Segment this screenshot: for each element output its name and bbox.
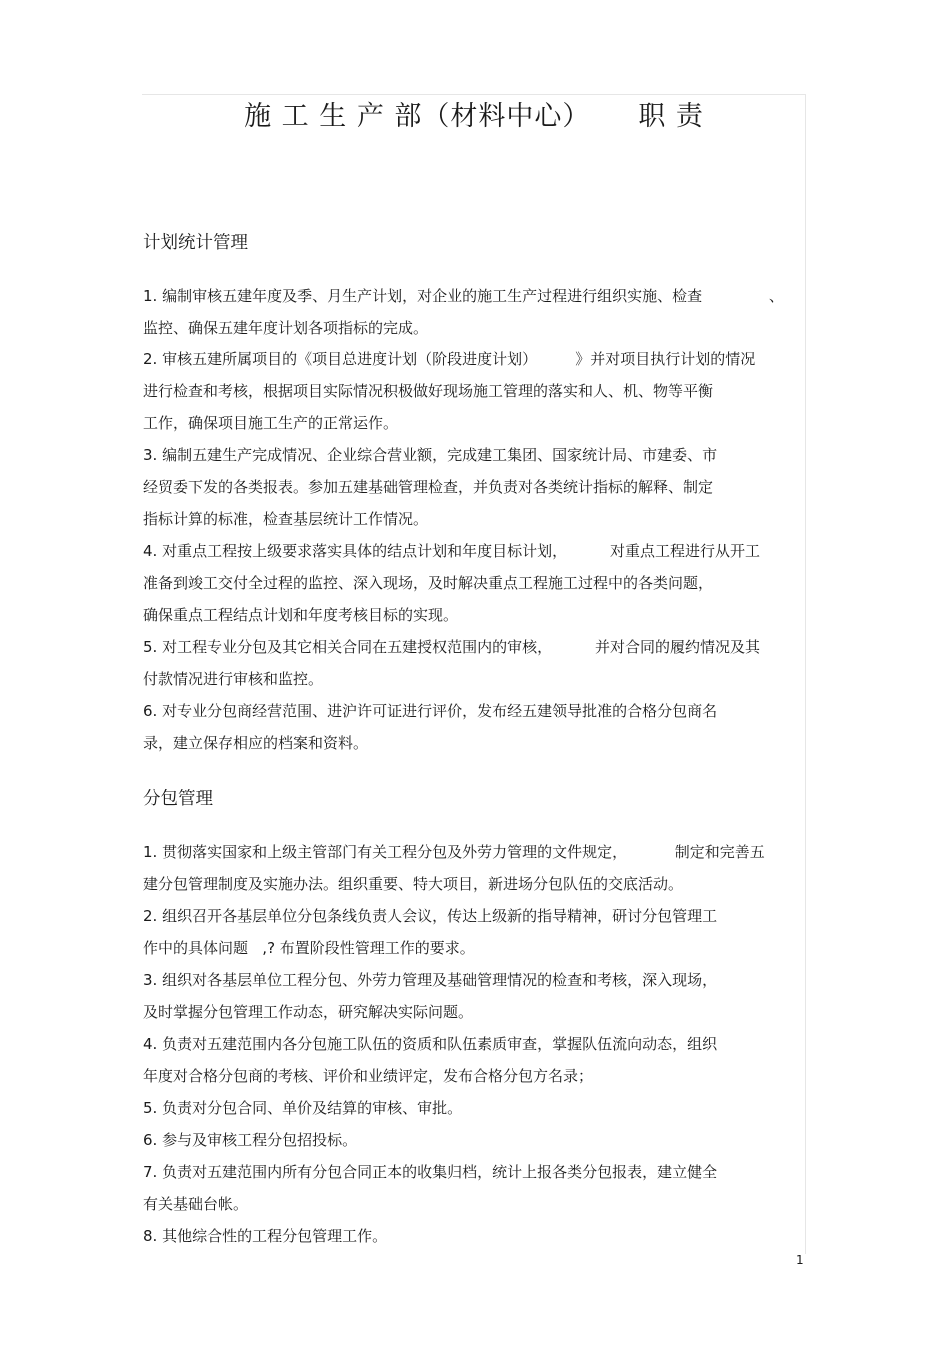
text-line: 指标计算的标准，检查基层统计工作情况。 bbox=[143, 510, 429, 528]
text-line: 付款情况进行审核和监控。 bbox=[143, 670, 324, 688]
text-line: 6. 对专业分包商经营范围、进沪许可证进行评价，发布经五建领导批准的合格分包商名 bbox=[143, 702, 718, 720]
text-line: 3. 编制五建生产完成情况、企业综合营业额，完成建工集团、国家统计局、市建委、市 bbox=[143, 446, 718, 464]
text-line: 2. 审核五建所属项目的《项目总进度计划（阶段进度计划） 》并对项目执行计划的情况 bbox=[143, 350, 756, 368]
text-line: 4. 负责对五建范围内各分包施工队伍的资质和队伍素质审查，掌握队伍流向动态，组织 bbox=[143, 1035, 718, 1053]
section-heading: 分包管理 bbox=[143, 789, 213, 809]
page-number: 1 bbox=[796, 1253, 804, 1267]
text-line: 录，建立保存相应的档案和资料。 bbox=[143, 734, 369, 752]
text-line: 6. 参与及审核工程分包招投标。 bbox=[143, 1131, 358, 1149]
text-line: 建分包管理制度及实施办法。组织重要、特大项目，新进场分包队伍的交底活动。 bbox=[143, 875, 684, 893]
text-line: 经贸委下发的各类报表。参加五建基础管理检查，并负责对各类统计指标的解释、制定 bbox=[143, 478, 714, 496]
document-title: 施 工 生 产 部（材料中心） 职 责 bbox=[244, 101, 704, 132]
text-line: 7. 负责对五建范围内所有分包合同正本的收集归档，统计上报各类分包报表，建立健全 bbox=[143, 1163, 718, 1181]
text-line: 5. 对工程专业分包及其它相关合同在五建授权范围内的审核， 并对合同的履约情况及其 bbox=[143, 638, 760, 656]
text-line: 8. 其他综合性的工程分包管理工作。 bbox=[143, 1227, 388, 1245]
section-heading: 计划统计管理 bbox=[143, 233, 248, 253]
text-line: 工作，确保项目施工生产的正常运作。 bbox=[143, 414, 399, 432]
text-line: 作中的具体问题 ,? 布置阶段性管理工作的要求。 bbox=[143, 939, 475, 957]
text-line: 监控、确保五建年度计划各项指标的完成。 bbox=[143, 319, 429, 337]
text-line: 进行检查和考核，根据项目实际情况积极做好现场施工管理的落实和人、机、物等平衡 bbox=[143, 382, 714, 400]
text-line: 4. 对重点工程按上级要求落实具体的结点计划和年度目标计划， 对重点工程进行从开工 bbox=[143, 542, 760, 560]
text-line: 准备到竣工交付全过程的监控、深入现场，及时解决重点工程施工过程中的各类问题， bbox=[143, 574, 714, 592]
text-line: 1. 编制审核五建年度及季、月生产计划，对企业的施工生产过程进行组织实施、检查 、 bbox=[143, 287, 784, 305]
text-line: 1. 贯彻落实国家和上级主管部门有关工程分包及外劳力管理的文件规定， 制定和完善五 bbox=[143, 843, 765, 861]
text-line: 5. 负责对分包合同、单价及结算的审核、审批。 bbox=[143, 1099, 463, 1117]
text-line: 有关基础台帐。 bbox=[143, 1195, 249, 1213]
text-line: 年度对合格分包商的考核、评价和业绩评定，发布合格分包方名录； bbox=[143, 1067, 594, 1085]
text-line: 2. 组织召开各基层单位分包条线负责人会议，传达上级新的指导精神，研讨分包管理工 bbox=[143, 907, 718, 925]
text-line: 确保重点工程结点计划和年度考核目标的实现。 bbox=[143, 606, 459, 624]
text-line: 3. 组织对各基层单位工程分包、外劳力管理及基础管理情况的检查和考核，深入现场， bbox=[143, 971, 718, 989]
text-line: 及时掌握分包管理工作动态，研究解决实际问题。 bbox=[143, 1003, 474, 1021]
